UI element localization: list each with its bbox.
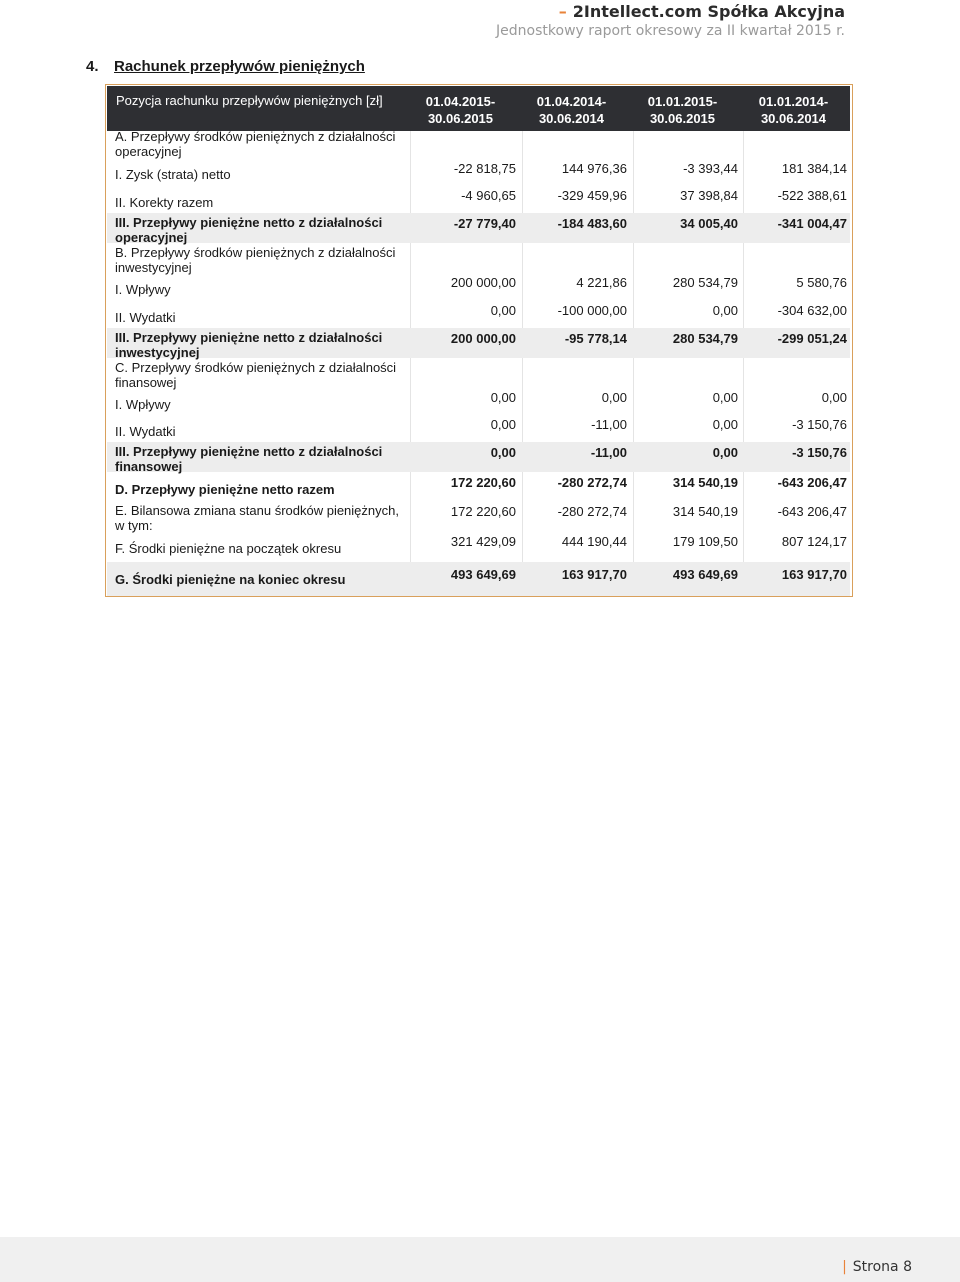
column-header-line1: 01.01.2014- (758, 94, 829, 109)
row-value: 493 649,69 (672, 567, 738, 582)
row-value: 144 976,36 (561, 161, 627, 176)
row-value: 0,00 (490, 417, 516, 432)
row-value: -11,00 (590, 445, 627, 460)
row-value: 172 220,60 (450, 504, 516, 519)
table-header (107, 86, 850, 131)
row-value: 179 109,50 (672, 534, 738, 549)
page-number (842, 1259, 912, 1275)
row-label: I. Wpływy (115, 282, 171, 297)
column-header-line1: 01.04.2015- (425, 94, 496, 109)
section-number: 4. (86, 58, 99, 75)
row-value: -22 818,75 (453, 161, 516, 176)
row-value: 0,00 (601, 390, 627, 405)
row-value: -329 459,96 (557, 188, 627, 203)
company-name (496, 2, 845, 22)
row-value: 163 917,70 (781, 567, 847, 582)
report-subtitle: Jednostkowy raport okresowy za II kwartał 2015 r. (496, 23, 845, 39)
row-value: -522 388,61 (777, 188, 847, 203)
row-value: 0,00 (490, 390, 516, 405)
row-value: 163 917,70 (561, 567, 627, 582)
row-value: 807 124,17 (781, 534, 847, 549)
row-value: -3 150,76 (792, 445, 847, 460)
row-value: -280 272,74 (557, 504, 627, 519)
row-label: I. Zysk (strata) netto (115, 167, 231, 182)
row-value: 0,00 (490, 445, 516, 460)
row-label: III. Przepływy pieniężne netto z działalności inwestycyjnej (115, 330, 383, 360)
section-title: Rachunek przepływów pieniężnych (114, 58, 365, 75)
company-name-text: 2Intellect.com Spółka Akcyjna (572, 2, 845, 21)
row-value: 493 649,69 (450, 567, 516, 582)
page-bar: | (842, 1259, 847, 1275)
row-label: II. Korekty razem (115, 195, 214, 210)
column-header (519, 93, 624, 127)
row-value: 280 534,79 (672, 331, 738, 346)
row-label: F. Środki pieniężne na początek okresu (115, 541, 342, 556)
row-value: -304 632,00 (777, 303, 847, 318)
page-header (496, 0, 845, 40)
row-value: 0,00 (712, 445, 738, 460)
row-label: II. Wydatki (115, 424, 176, 439)
page-label: Strona 8 (852, 1259, 912, 1275)
row-value: 5 580,76 (796, 275, 847, 290)
row-value: -3 150,76 (792, 417, 847, 432)
row-value: 0,00 (821, 390, 847, 405)
column-header-line2: 30.06.2015 (649, 111, 716, 126)
column-header-line2: 30.06.2014 (760, 111, 827, 126)
row-value: 181 384,14 (781, 161, 847, 176)
row-value: -299 051,24 (777, 331, 847, 346)
row-value: 172 220,60 (450, 475, 516, 490)
row-value: -95 778,14 (564, 331, 627, 346)
row-label: C. Przepływy środków pieniężnych z działalności finansowej (115, 360, 397, 390)
row-value: -11,00 (591, 417, 627, 432)
row-value: -643 206,47 (777, 504, 847, 519)
row-value: -27 779,40 (453, 216, 516, 231)
column-header-line2: 30.06.2014 (538, 111, 605, 126)
section-heading (86, 58, 365, 75)
cash-flow-table (105, 84, 853, 597)
row-label: B. Przepływy środków pieniężnych z działalności inwestycyjnej (115, 245, 396, 275)
row-value: 0,00 (712, 390, 738, 405)
row-value: 444 190,44 (561, 534, 627, 549)
column-header (741, 93, 846, 127)
row-label: III. Przepływy pieniężne netto z działalności operacyjnej (115, 215, 383, 245)
row-value: -280 272,74 (557, 475, 627, 490)
row-label: G. Środki pieniężne na koniec okresu (115, 572, 346, 587)
row-value: 200 000,00 (450, 331, 516, 346)
column-header-line1: 01.01.2015- (647, 94, 718, 109)
row-value: 37 398,84 (680, 188, 738, 203)
row-label: II. Wydatki (115, 310, 176, 325)
header-dash: – (558, 2, 567, 21)
row-label: E. Bilansowa zmiana stanu środków pieniężnych, w tym: (115, 503, 399, 533)
row-value: 321 429,09 (450, 534, 516, 549)
header-position-label: Pozycja rachunku przepływów pieniężnych [zł] (116, 93, 383, 108)
row-value: 314 540,19 (672, 475, 738, 490)
row-value: 314 540,19 (672, 504, 738, 519)
row-value: 0,00 (712, 417, 738, 432)
row-value: -184 483,60 (557, 216, 627, 231)
column-header (408, 93, 513, 127)
column-header-line2: 30.06.2015 (427, 111, 494, 126)
row-label: III. Przepływy pieniężne netto z działalności finansowej (115, 444, 383, 474)
footer-band (0, 1237, 960, 1282)
row-label: I. Wpływy (115, 397, 171, 412)
row-value: -643 206,47 (777, 475, 847, 490)
row-label: A. Przepływy środków pieniężnych z działalności operacyjnej (115, 129, 396, 159)
row-value: 4 221,86 (576, 275, 627, 290)
column-header-line1: 01.04.2014- (536, 94, 607, 109)
column-header (630, 93, 735, 127)
row-value: -341 004,47 (777, 216, 847, 231)
row-value: 280 534,79 (672, 275, 738, 290)
row-label: D. Przepływy pieniężne netto razem (115, 482, 335, 497)
row-value: -4 960,65 (461, 188, 516, 203)
row-value: -3 393,44 (683, 161, 738, 176)
row-value: -100 000,00 (557, 303, 627, 318)
row-value: 200 000,00 (450, 275, 516, 290)
row-value: 34 005,40 (680, 216, 738, 231)
row-value: 0,00 (490, 303, 516, 318)
row-value: 0,00 (712, 303, 738, 318)
